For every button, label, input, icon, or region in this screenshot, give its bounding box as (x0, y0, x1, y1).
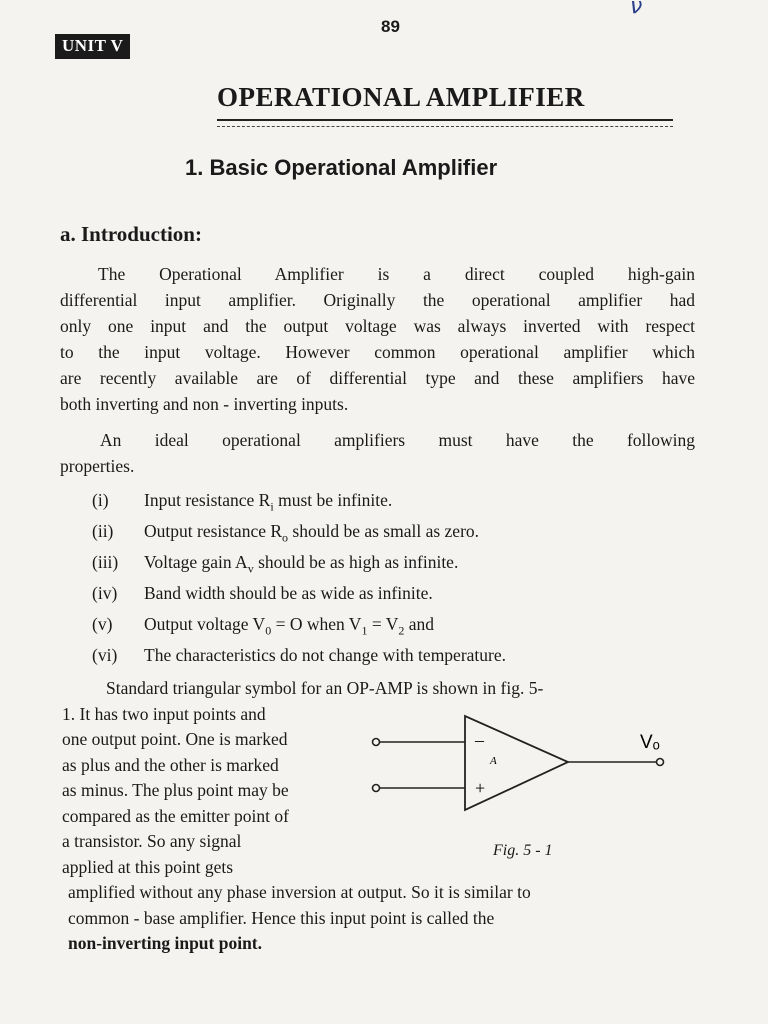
intro-line: are recently available are of differential type and these amplifiers have (60, 368, 695, 388)
ideal-line: An ideal operational amplifiers must have the following (100, 430, 695, 450)
chapter-title: OPERATIONAL AMPLIFIER (217, 82, 585, 112)
symbol-line: one output point. One is marked (62, 729, 288, 749)
intro-line: only one input and the output voltage was always inverted with respect (60, 316, 695, 336)
symbol-line: 1. It has two input points and (62, 703, 266, 724)
symbol-line: as minus. The plus point may be (62, 780, 289, 800)
symbol-line: a transistor. So any signal (62, 831, 242, 851)
symbol-line-bold: non-inverting input point. (68, 933, 263, 953)
symbol-line: common - base amplifier. Hence this input point is called the (68, 907, 495, 928)
output-terminal (657, 759, 664, 766)
minus-sign: – (475, 730, 484, 750)
plus-sign: + (475, 778, 486, 798)
symbol-line: amplified without any phase inversion at output. So it is similar to (68, 882, 531, 902)
intro-line: differential input amplifier. Originally the operational amplifier had (60, 290, 695, 310)
subsection-title: a. Introduction: (60, 222, 202, 246)
ideal-paragraph (60, 427, 695, 479)
gain-label: A (490, 755, 497, 767)
intro-line: The Operational Amplifier is a direct coupled high-gain (98, 264, 695, 284)
inverting-input-terminal (373, 739, 380, 746)
property-number: (iii) (92, 552, 119, 572)
intro-line: both inverting and non - inverting inputs. (60, 394, 349, 414)
symbol-line: as plus and the other is marked (62, 754, 279, 775)
property-item: (iii) Voltage gain $A_v$ should be as high as infinite. (92, 552, 459, 576)
symbol-line: applied at this point gets (62, 856, 234, 877)
output-label: Vₒ (640, 732, 660, 753)
property-item: (vi) The characteristics do not change with temperature. (92, 645, 506, 665)
property-number: (i) (92, 490, 109, 510)
property-number: (v) (92, 614, 113, 634)
property-number: (ii) (92, 521, 114, 541)
symbol-line: Standard triangular symbol for an OP-AMP is shown in fig. 5- (106, 678, 544, 698)
unit-badge: UNIT V (55, 34, 130, 59)
intro-line: to the input voltage. However common operational amplifier which (60, 342, 695, 362)
section-title: 1. Basic Operational Amplifier (185, 155, 498, 180)
property-item: (v) Output voltage $V_0 = O$ when $V_1 = V_2$ and (92, 614, 435, 638)
property-number: (vi) (92, 645, 118, 665)
page-number: 89 (381, 17, 400, 36)
intro-paragraph (60, 261, 695, 417)
figure-caption: Fig. 5 - 1 (493, 842, 553, 859)
property-item: (iv) Band width should be as wide as infinite. (92, 583, 433, 603)
non-inverting-input-terminal (373, 785, 380, 792)
property-item: (i) Input resistance $R_i$ must be infinite. (92, 490, 393, 514)
pen-mark: ν (630, 0, 643, 19)
title-rule (217, 119, 673, 127)
ideal-line: properties. (60, 456, 135, 476)
property-item: (ii) Output resistance $R_o$ should be as small as zero. (92, 521, 480, 545)
op-amp-symbol (368, 706, 678, 826)
property-number: (iv) (92, 583, 118, 603)
symbol-line: compared as the emitter point of (62, 805, 289, 826)
